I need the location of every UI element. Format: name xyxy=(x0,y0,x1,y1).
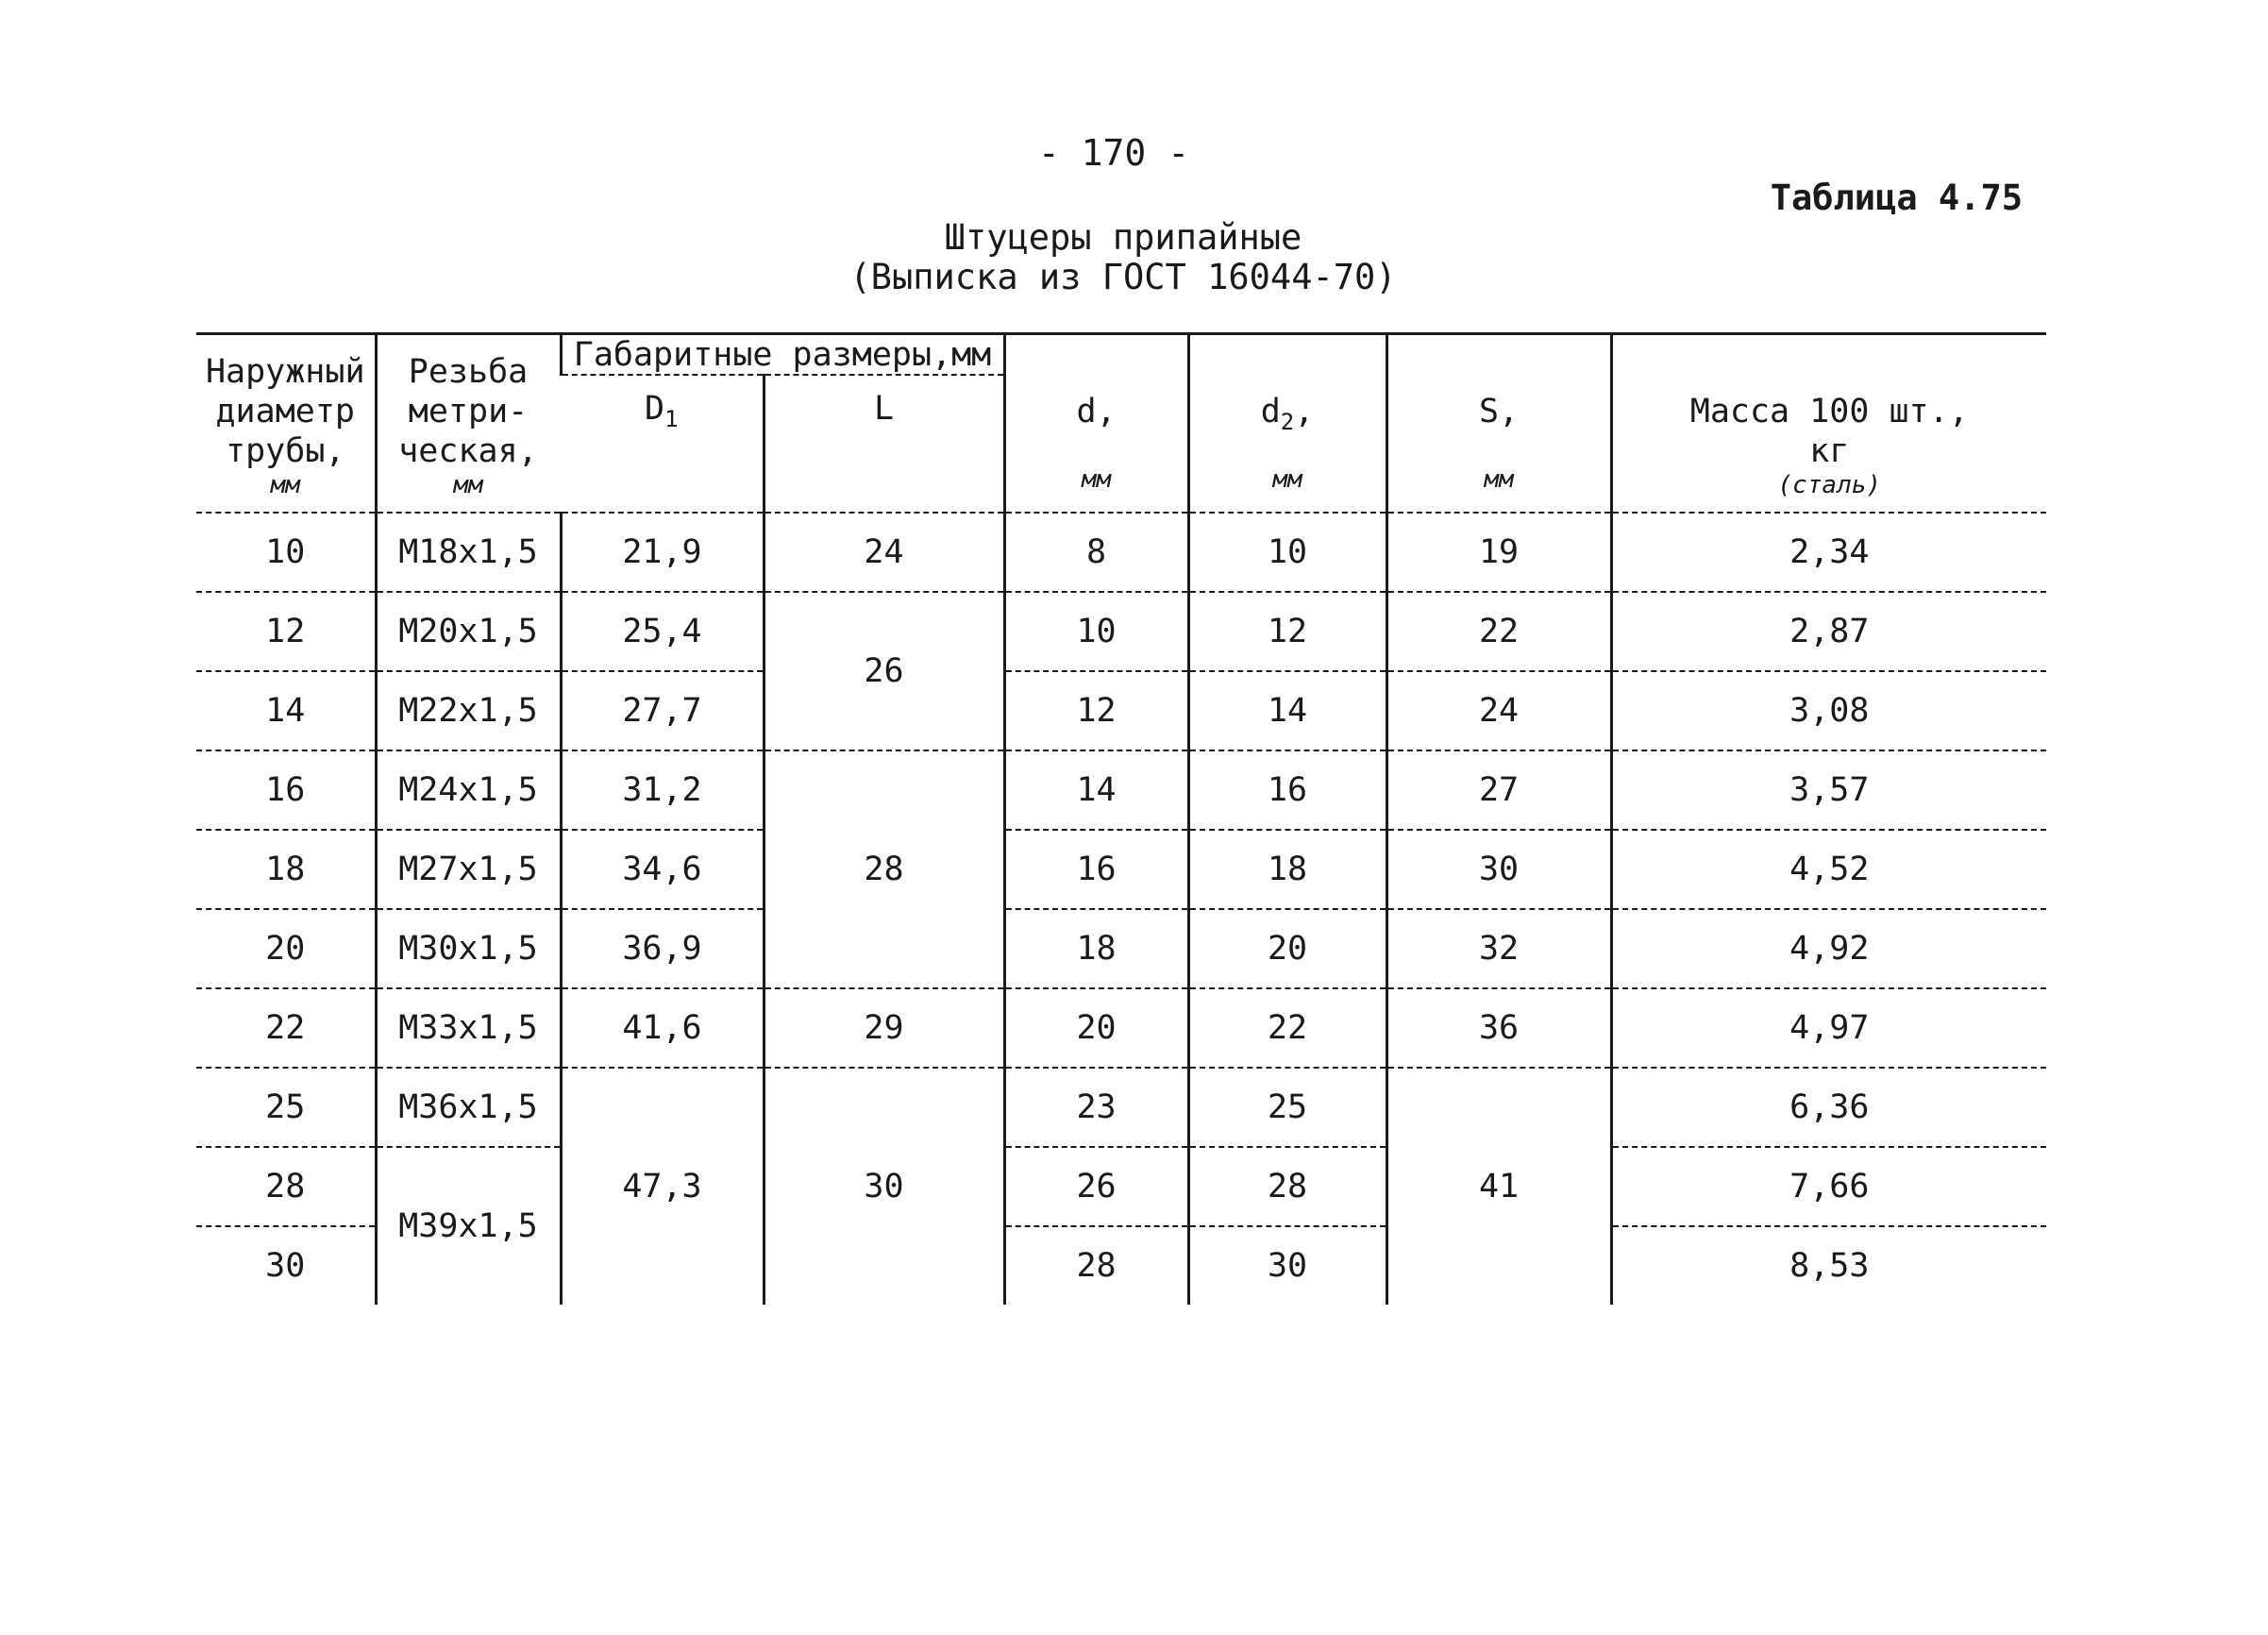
cell-d2: 16 xyxy=(1188,750,1386,830)
cell-d2: 18 xyxy=(1188,830,1386,909)
cell-mass: 3,57 xyxy=(1611,750,2046,830)
header-unit: мм xyxy=(270,470,300,499)
cell-d: 10 xyxy=(1004,592,1188,671)
cell-d1: 36,9 xyxy=(561,909,764,988)
page-number: - 170 - xyxy=(1037,132,1190,174)
header-text: трубы, xyxy=(226,431,345,470)
cell-s: 19 xyxy=(1386,513,1611,592)
fittings-table xyxy=(196,332,2046,1305)
cell-d1: 31,2 xyxy=(561,750,764,830)
cell-d: 8 xyxy=(1004,513,1188,592)
table-row xyxy=(196,1068,2046,1147)
table-row xyxy=(196,513,2046,592)
cell-s: 30 xyxy=(1386,830,1611,909)
header-text: d, xyxy=(1076,392,1117,430)
cell-d1: 34,6 xyxy=(561,830,764,909)
header-thread xyxy=(376,334,561,514)
header-d2 xyxy=(1188,334,1386,514)
header-text: диаметр xyxy=(215,392,355,430)
cell-mass: 4,52 xyxy=(1611,830,2046,909)
cell-outer-diameter: 25 xyxy=(196,1068,376,1147)
cell-d2: 25 xyxy=(1188,1068,1386,1147)
header-text: D xyxy=(644,390,665,428)
header-d xyxy=(1004,334,1188,514)
cell-s: 22 xyxy=(1386,592,1611,671)
cell-outer-diameter: 20 xyxy=(196,909,376,988)
cell-thread: M27x1,5 xyxy=(376,830,561,909)
header-mass xyxy=(1611,334,2046,514)
cell-mass: 7,66 xyxy=(1611,1147,2046,1226)
cell-thread: M22x1,5 xyxy=(376,671,561,750)
cell-thread: M33x1,5 xyxy=(376,988,561,1068)
cell-d2: 14 xyxy=(1188,671,1386,750)
cell-s: 27 xyxy=(1386,750,1611,830)
header-text: L xyxy=(873,390,895,428)
table-row xyxy=(196,909,2046,988)
header-text: S, xyxy=(1478,392,1520,430)
cell-d: 12 xyxy=(1004,671,1188,750)
cell-mass: 2,87 xyxy=(1611,592,2046,671)
header-d1 xyxy=(561,375,764,513)
cell-d2: 12 xyxy=(1188,592,1386,671)
cell-d: 26 xyxy=(1004,1147,1188,1226)
table-row xyxy=(196,830,2046,909)
header-text: , xyxy=(1294,392,1315,430)
cell-s: 32 xyxy=(1386,909,1611,988)
cell-mass: 4,92 xyxy=(1611,909,2046,988)
cell-d2: 22 xyxy=(1188,988,1386,1068)
cell-l: 28 xyxy=(764,750,1004,988)
cell-d2: 28 xyxy=(1188,1147,1386,1226)
header-s xyxy=(1386,334,1611,514)
cell-d1: 41,6 xyxy=(561,988,764,1068)
cell-d2: 20 xyxy=(1188,909,1386,988)
header-text: Резьба xyxy=(408,352,529,391)
cell-d1: 47,3 xyxy=(561,1068,764,1305)
cell-d2: 30 xyxy=(1188,1226,1386,1305)
cell-s: 24 xyxy=(1386,671,1611,750)
cell-s: 41 xyxy=(1386,1068,1611,1305)
cell-outer-diameter: 22 xyxy=(196,988,376,1068)
cell-outer-diameter: 16 xyxy=(196,750,376,830)
cell-thread: M30x1,5 xyxy=(376,909,561,988)
cell-mass: 2,34 xyxy=(1611,513,2046,592)
cell-l: 24 xyxy=(764,513,1004,592)
header-unit: мм xyxy=(1081,465,1112,495)
cell-d1: 25,4 xyxy=(561,592,764,671)
cell-d2: 10 xyxy=(1188,513,1386,592)
header-unit: (сталь) xyxy=(1777,470,1882,499)
table-row xyxy=(196,1147,2046,1226)
header-unit: мм xyxy=(1484,465,1514,495)
document-subtitle: (Выписка из ГОСТ 16044-70) xyxy=(849,257,1397,297)
cell-l: 26 xyxy=(764,592,1004,750)
table-label: Таблица 4.75 xyxy=(1770,177,2023,218)
cell-mass: 8,53 xyxy=(1611,1226,2046,1305)
cell-outer-diameter: 12 xyxy=(196,592,376,671)
header-outer-diameter xyxy=(196,334,376,514)
cell-mass: 4,97 xyxy=(1611,988,2046,1068)
cell-outer-diameter: 28 xyxy=(196,1147,376,1226)
cell-outer-diameter: 30 xyxy=(265,1247,306,1285)
document-title: Штуцеры припайные xyxy=(944,217,1302,258)
header-unit: мм xyxy=(1272,465,1302,495)
table-row xyxy=(196,671,2046,750)
table-row xyxy=(196,988,2046,1068)
header-l xyxy=(764,375,1004,513)
cell-thread: M36x1,5 xyxy=(376,1068,561,1147)
cell-thread: M20x1,5 xyxy=(376,592,561,671)
cell-outer-diameter: 14 xyxy=(196,671,376,750)
cell-d1: 27,7 xyxy=(561,671,764,750)
header-text: кг xyxy=(1809,431,1850,470)
header-subscript: 1 xyxy=(664,406,679,432)
header-text: ческая, xyxy=(398,431,538,470)
cell-outer-diameter: 18 xyxy=(196,830,376,909)
cell-d1: 21,9 xyxy=(561,513,764,592)
cell-mass: 6,36 xyxy=(1611,1068,2046,1147)
cell-thread: M24x1,5 xyxy=(376,750,561,830)
table-header xyxy=(196,334,2046,514)
cell-d: 16 xyxy=(1004,830,1188,909)
cell-s: 36 xyxy=(1386,988,1611,1068)
header-text: Габаритные размеры,мм xyxy=(573,335,992,374)
cell-l: 29 xyxy=(764,988,1004,1068)
cell-thread: M39x1,5 xyxy=(376,1147,561,1305)
cell-d: 28 xyxy=(1004,1226,1188,1305)
table-body xyxy=(196,513,2046,1305)
cell-l: 30 xyxy=(764,1068,1004,1305)
table-row xyxy=(196,750,2046,830)
cell-d: 18 xyxy=(1004,909,1188,988)
table-row xyxy=(196,592,2046,671)
header-text: метри- xyxy=(408,392,529,430)
header-text: d xyxy=(1260,392,1281,430)
header-text: Масса 100 шт., xyxy=(1689,392,1969,430)
cell-d: 20 xyxy=(1004,988,1188,1068)
header-text: Наружный xyxy=(205,352,365,391)
header-unit: мм xyxy=(453,470,483,499)
cell-thread: M18x1,5 xyxy=(376,513,561,592)
header-subscript: 2 xyxy=(1280,408,1295,435)
header-dimensions-group xyxy=(561,334,1004,376)
cell-d: 23 xyxy=(1004,1068,1188,1147)
cell-mass: 3,08 xyxy=(1611,671,2046,750)
cell-outer-diameter: 10 xyxy=(196,513,376,592)
cell-d: 14 xyxy=(1004,750,1188,830)
